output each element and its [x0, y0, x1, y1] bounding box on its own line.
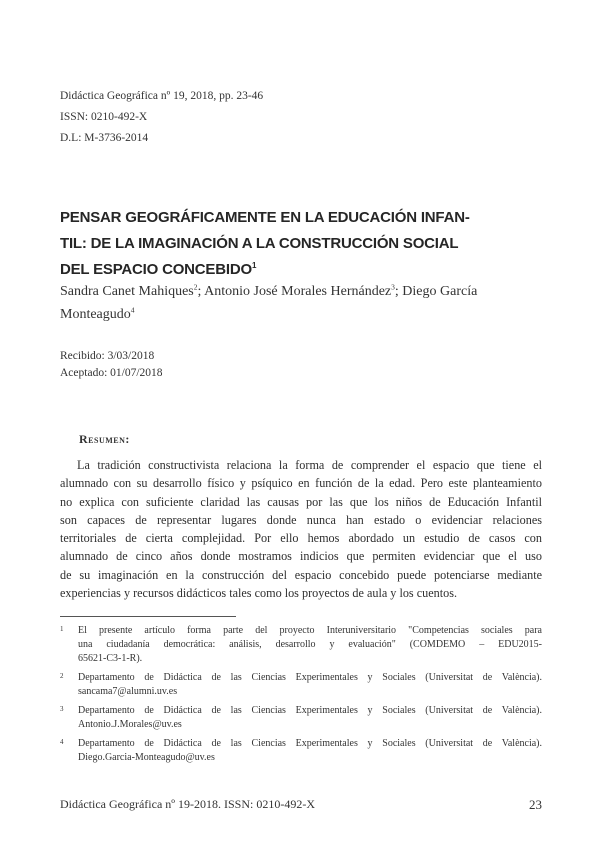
footnote-line: El presente artículo forma parte del proyecto Interuniversitario "Competencias sociales para	[78, 625, 542, 636]
abstract-line: alumnado con su desarrollo físico y psíquico en función de la edad. Pero este planteamiento	[60, 476, 542, 491]
abstract-line: de su imaginación en la construcción del espacio concebido puede potenciarse mediante	[60, 567, 542, 582]
footnote-divider	[60, 616, 236, 617]
author-separator: ;	[197, 284, 205, 299]
legal-deposit: D.L: M-3736-2014	[60, 132, 149, 144]
footnotes	[60, 624, 542, 770]
abstract-line: territoriales de cierta complejidad. Por ello hemos abordado un estudio de casos con	[60, 531, 542, 546]
issn: ISSN: 0210-492-X	[60, 111, 148, 123]
authors-line-2	[60, 303, 550, 326]
footnote-number: 1	[60, 625, 64, 633]
page-footer	[60, 797, 542, 812]
author-list	[60, 280, 550, 326]
abstract-text	[60, 456, 542, 602]
abstract-heading: Resumen:	[79, 432, 130, 446]
author-1-footnote-mark[interactable]: 2	[193, 282, 198, 292]
page-number: 23	[529, 797, 542, 812]
title-footnote-mark[interactable]: 1	[251, 261, 257, 270]
author-separator: ;	[394, 284, 403, 299]
accepted-date: Aceptado: 01/07/2018	[60, 367, 163, 379]
author-1: Sandra Canet Mahiques	[60, 284, 194, 299]
footnote-2	[60, 671, 542, 699]
author-3-part-2: Monteagudo	[60, 307, 131, 322]
footnote-line: una ciudadanía democrática: análisis, desarrollo y evaluación" (COMDEMO – EDU2015-	[78, 639, 542, 650]
footnote-4	[60, 737, 542, 765]
footnote-email[interactable]: sancama7@alumni.uv.es	[78, 686, 178, 697]
footnote-3	[60, 704, 542, 732]
abstract-line: La tradición constructivista relaciona la forma de comprender el espacio que tiene el	[77, 458, 542, 472]
article-title	[60, 205, 542, 283]
author-2: Antonio José Morales Hernández	[204, 284, 392, 299]
footer-citation: Didáctica Geográfica nº 19-2018. ISSN: 0210-492-X	[60, 797, 315, 811]
footnote-email[interactable]: Antonio.J.Morales@uv.es	[78, 719, 182, 730]
footnote-line: 65621-C3-1-R).	[78, 653, 143, 664]
title-line-3-text: DEL ESPACIO CONCEBIDO	[60, 261, 252, 278]
footnote-line: Departamento de Didáctica de las Ciencias Experimentales y Sociales (Universitat de València).	[78, 672, 542, 683]
author-2-footnote-mark[interactable]: 3	[391, 282, 395, 292]
author-3-footnote-mark[interactable]: 4	[130, 305, 135, 315]
abstract-line: son capaces de representar lugares donde nunca han estado o evidenciar relaciones	[60, 512, 542, 527]
footnote-number: 3	[60, 705, 64, 713]
title-line-2: TIL: DE LA IMAGINACIÓN A LA CONSTRUCCIÓN SOCIAL	[60, 235, 459, 252]
received-date: Recibido: 3/03/2018	[60, 350, 155, 362]
footnote-email[interactable]: Diego.Garcia-Monteagudo@uv.es	[78, 752, 215, 763]
footnote-line: Departamento de Didáctica de las Ciencias Experimentales y Sociales (Universitat de València).	[78, 738, 542, 749]
abstract-line: alumnado de cinco años donde mostramos indicios que permiten evidenciar que el uso	[60, 549, 542, 564]
footnote-number: 2	[60, 672, 64, 680]
author-3-part-1: Diego García	[402, 284, 478, 299]
authors-line-1	[60, 280, 550, 303]
journal-header	[60, 86, 263, 149]
title-line-1: PENSAR GEOGRÁFICAMENTE EN LA EDUCACIÓN INFAN-	[60, 209, 470, 226]
abstract-line: experiencias y recursos didácticos tales como los proyectos de aula y los cuentos.	[60, 586, 457, 601]
footnote-line: Departamento de Didáctica de las Ciencias Experimentales y Sociales (Universitat de València).	[78, 705, 542, 716]
submission-dates	[60, 348, 163, 382]
abstract-line: no explica con suficiente claridad las causas por las que los niños de Educación Infantil	[60, 494, 542, 509]
footnote-1	[60, 624, 542, 666]
footnote-number: 4	[60, 738, 64, 746]
journal-citation: Didáctica Geográfica nº 19, 2018, pp. 23-46	[60, 90, 264, 102]
